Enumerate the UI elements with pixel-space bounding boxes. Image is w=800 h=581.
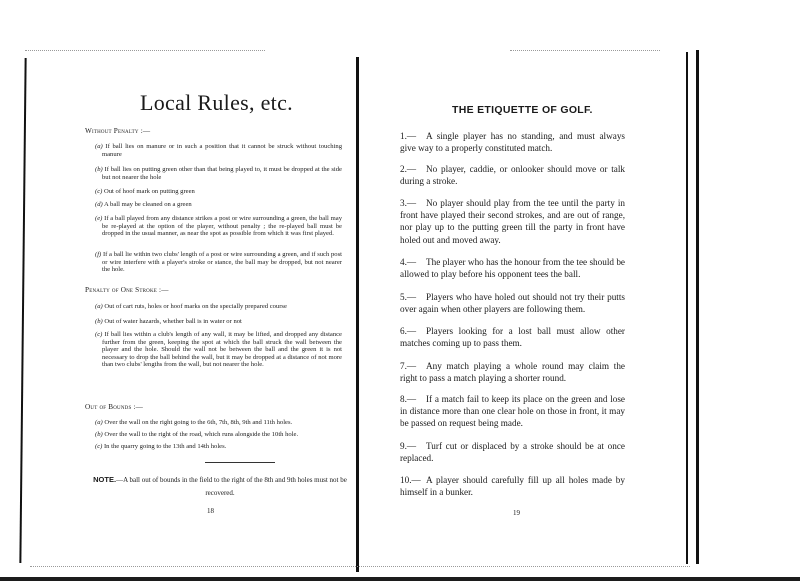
scan-bottom-band [0,577,800,581]
etiquette-item [400,291,625,315]
rule-text: If ball lies on manure or in such a position that it cannot be struck without touching manure [102,143,342,158]
rule-label: (e) [95,215,103,222]
scan-top-edge-right [510,50,660,52]
rule-label: (b) [95,431,103,438]
etiquette-title: THE ETIQUETTE OF GOLF. [452,104,593,116]
etiquette-item [400,393,625,430]
page-number-left: 18 [207,507,214,515]
rule-label: (a) [95,303,103,310]
rule-label: (d) [95,201,103,208]
rule-item [95,215,342,238]
rule-item [95,251,342,274]
rule-text: If a ball lie within two clubs' length of a post or wire surrounding a green, and if such post or wire interfere with a player's stroke or stance, the ball may be dropped, but not nearer the hole. [102,251,342,274]
item-number: 9.— [400,441,417,451]
etiquette-item [400,474,625,498]
item-text: No player should play from the tee until the party in front have played their second strokes, and are out of range, nor play up to the putting green till the party in front have holed out and moved away. [400,198,625,245]
rule-item [95,166,342,181]
etiquette-item [400,197,625,246]
scan-bottom-edge [30,566,690,568]
item-number: 10.— [400,475,421,485]
local-rules-title: Local Rules, etc. [140,90,293,115]
etiquette-item [400,440,625,464]
item-number: 6.— [400,326,417,336]
book-gutter-line [356,57,359,572]
rule-label: (a) [95,419,103,426]
item-text: Players looking for a lost ball must allow other matches coming up to pass them. [400,326,625,349]
section-heading-penalty-one-stroke: Penalty of One Stroke :— [85,286,169,294]
note-text: —A ball out of bounds in the field to the right of the 8th and 9th holes must not be recovered. [116,476,347,497]
rule-text: If a ball played from any distance strikes a post or wire surrounding a green, the ball may be re-played at the option of the player, without penalty ; the re-played ball must be dropped in the usual manner, as near the spot as possible from which it was first played. [102,215,342,238]
rule-label: (c) [95,443,103,450]
rule-text: Over the wall to the right of the road, which runs alongside the 10th hole. [104,431,299,438]
item-number: 4.— [400,257,417,267]
etiquette-item [400,256,625,280]
rule-item [95,331,342,369]
item-text: The player who has the honour from the tee should be allowed to play before his opponent tees the ball. [400,257,625,280]
section-heading-without-penalty: Without Penalty :— [85,127,151,135]
right-page-edge-outer [696,50,699,564]
item-number: 7.— [400,361,417,371]
rule-label: (b) [95,166,103,173]
rule-label: (a) [95,143,103,150]
rule-text: A ball may be cleaned on a green [104,201,192,208]
left-page-edge [19,58,26,563]
rule-text: Out of hoof mark on putting green [103,188,195,195]
item-text: If a match fail to keep its place on the green and lose in distance more than one clear hole on those in front, it may be passed on request being made. [400,394,625,429]
section-divider [205,462,275,463]
item-number: 5.— [400,292,417,302]
etiquette-item [400,360,625,384]
rule-label: (f) [95,251,102,258]
item-text: A player should carefully fill up all holes made by himself in a bunker. [400,475,625,498]
rule-item [95,143,342,158]
rule-item [95,188,342,196]
etiquette-item [400,325,625,349]
page-number-right: 19 [513,509,520,517]
etiquette-item [400,163,625,187]
rule-label: (b) [95,318,103,325]
section-heading-out-of-bounds: Out of Bounds :— [85,403,144,411]
etiquette-item [400,130,625,154]
rule-label: (c) [95,188,103,195]
item-number: 1.— [400,131,417,141]
item-text: No player, caddie, or onlooker should move or talk during a stroke. [400,164,625,187]
rule-item [95,443,342,451]
rule-item [95,419,342,427]
item-text: Any match playing a whole round may claim the right to pass a match playing a shorter round. [400,361,625,384]
rule-text: If ball lies within a club's length of any wall, it may be lifted, and dropped any distance further from the green, keeping the spot at which the ball struck the wall between the player and the hole. Should the wall not be between the ball and the green it is not necessary to drop the ball behind the wall, but it may be dropped at a distance of not more than two clubs' lengths from the wall, but not nearer the hole. [102,331,342,369]
rule-item [95,318,342,326]
rule-item [95,201,342,209]
item-text: A single player has no standing, and must always give way to a properly constituted match. [400,131,625,154]
rule-text: Out of water hazards, whether ball is in water or not [104,318,242,325]
item-text: Players who have holed out should not try their putts over again when other players are following them. [400,292,625,315]
rule-item [95,303,342,311]
item-number: 8.— [400,394,417,404]
rule-text: If ball lies on putting green other than that being played to, it must be dropped at the side but not nearer the hole [102,166,342,181]
left-page [30,60,355,565]
scan-top-edge-left [25,50,265,52]
item-number: 3.— [400,198,417,208]
rule-text: Out of cart ruts, holes or hoof marks on the specially prepared course [104,303,287,310]
item-text: Turf cut or displaced by a stroke should be at once replaced. [400,441,625,464]
rule-label: (c) [95,331,103,338]
note-paragraph [90,473,350,500]
rule-text: Over the wall on the right going to the 6th, 7th, 8th, 9th and 11th holes. [104,419,293,426]
right-page [360,60,680,565]
right-page-edge-inner [686,52,688,564]
rule-text: In the quarry going to the 13th and 14th holes. [103,443,227,450]
rule-item [95,431,342,439]
note-label: NOTE. [93,475,117,484]
item-number: 2.— [400,164,417,174]
